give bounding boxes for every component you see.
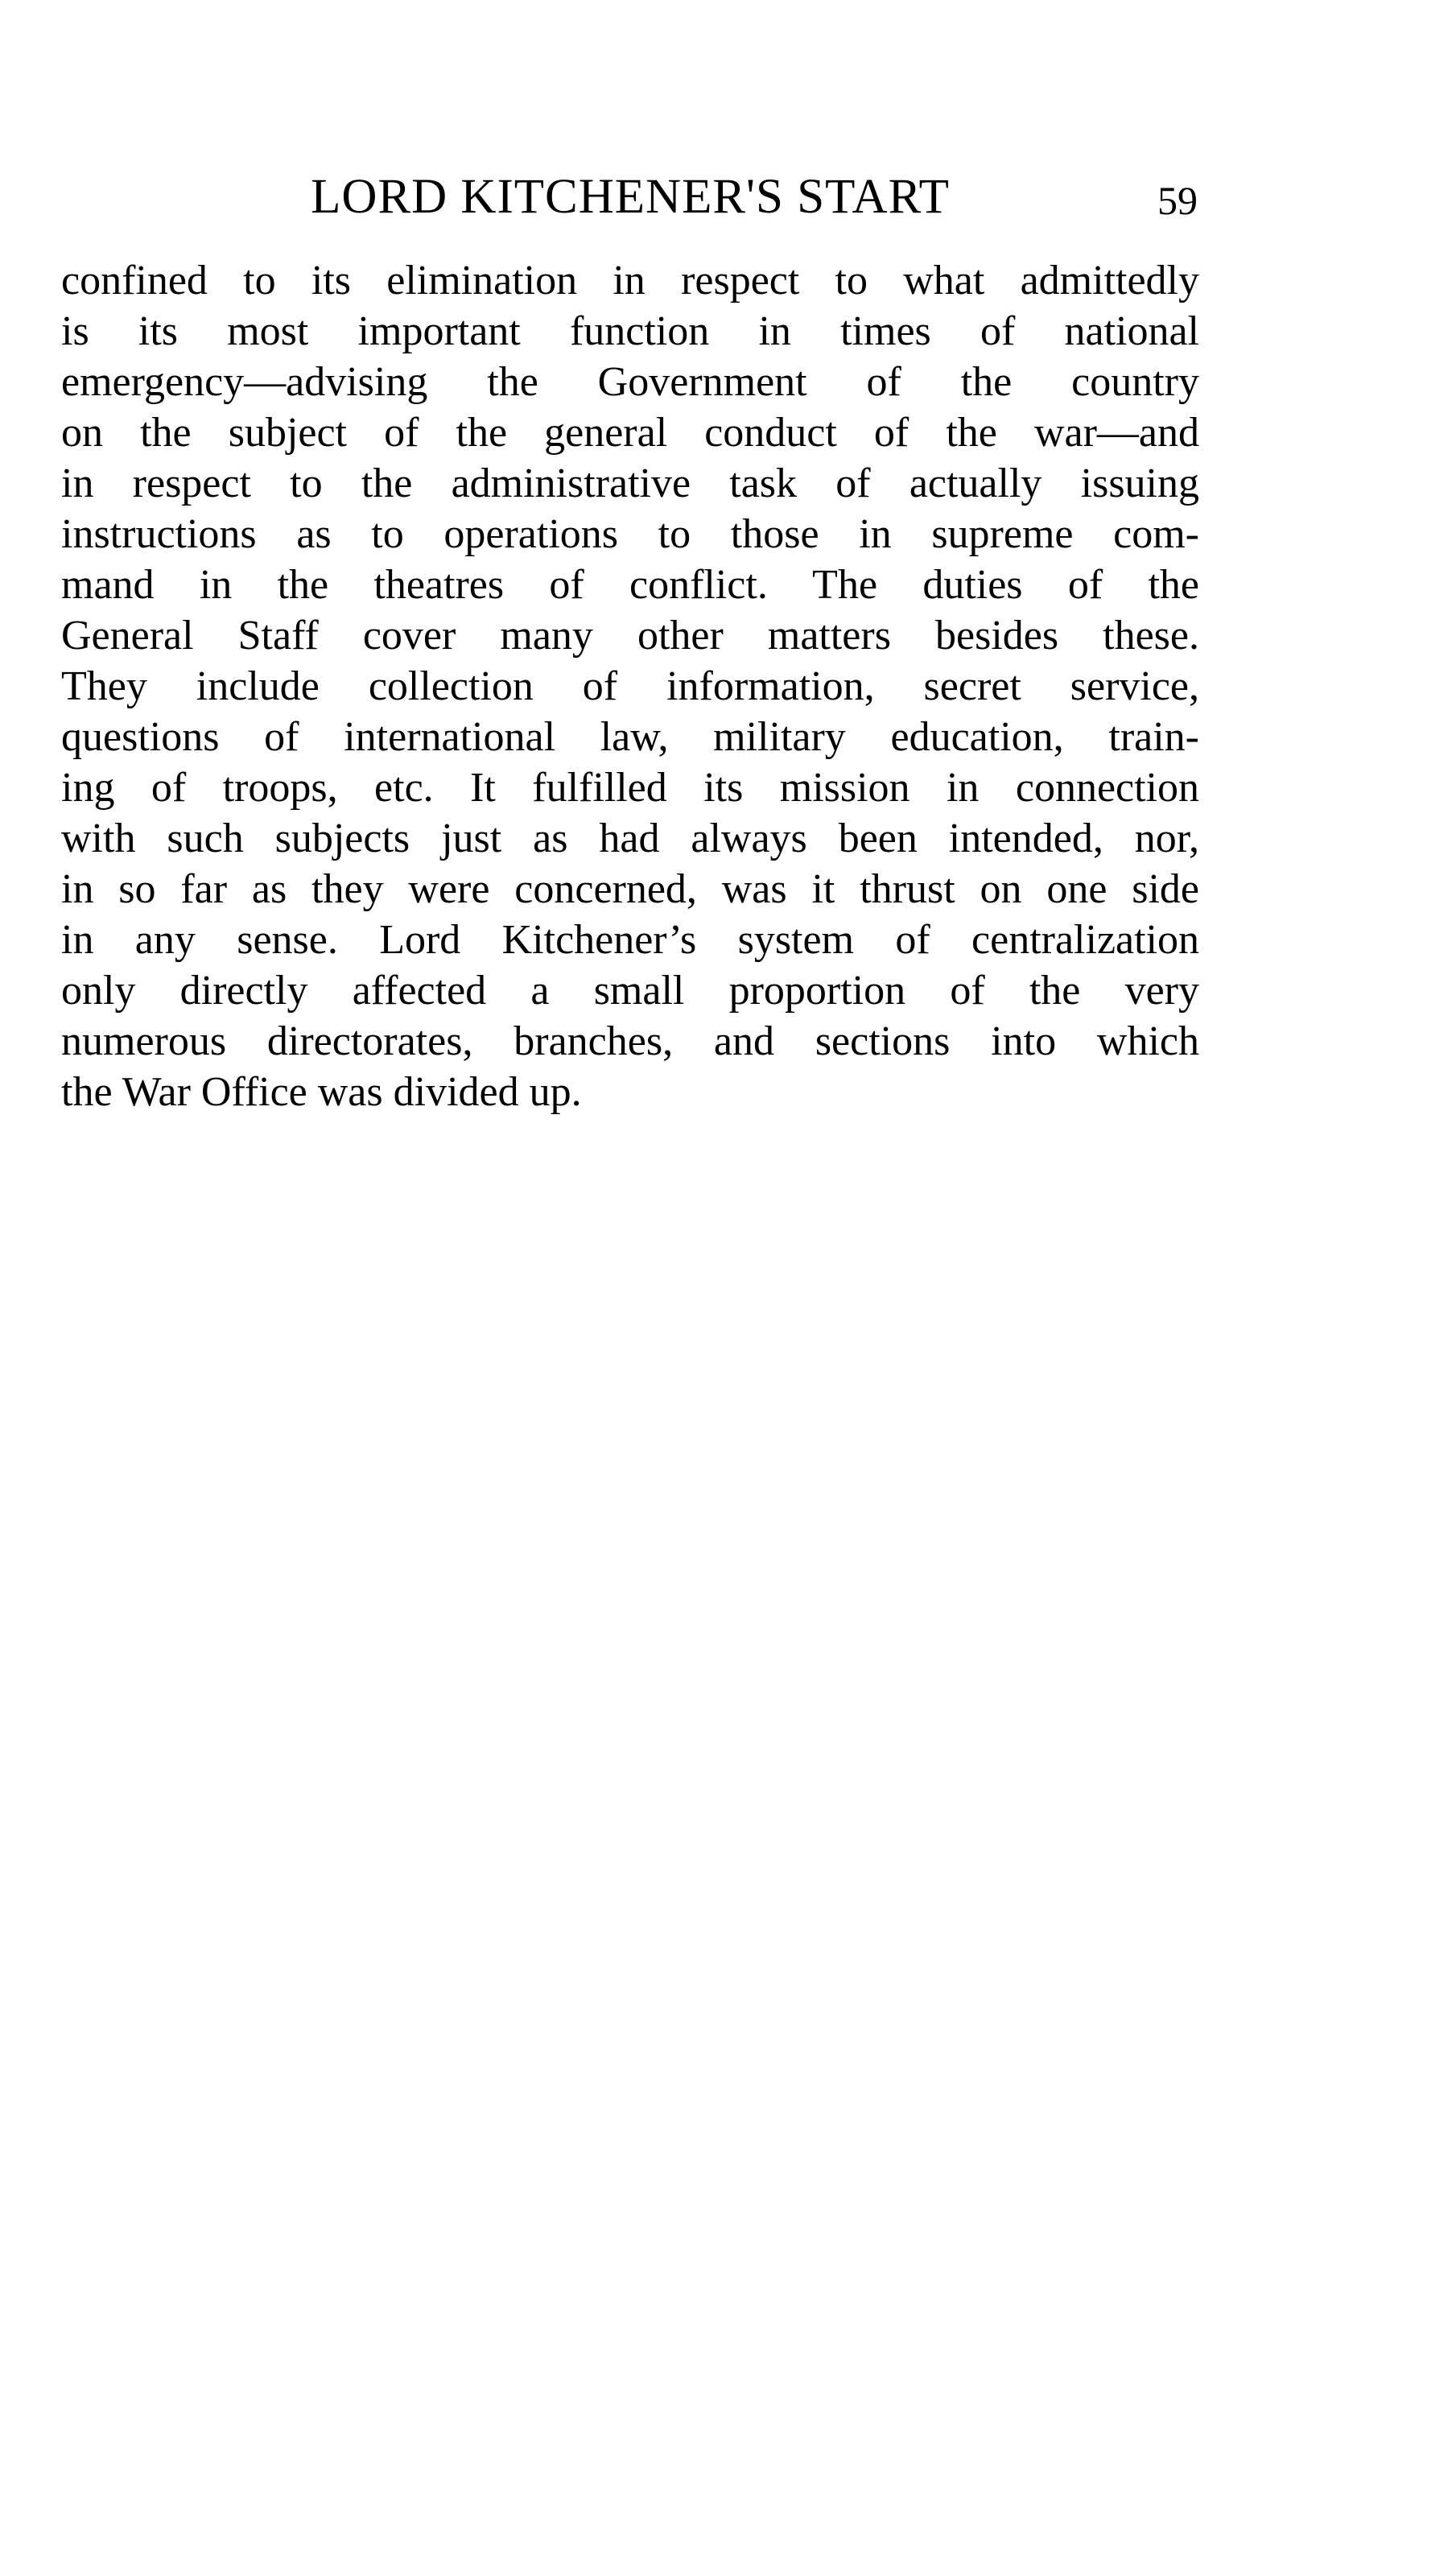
body-line: only directly affected a small proportion of the very xyxy=(61,968,1199,1014)
body-line: mand in the theatres of conflict. The duties of the xyxy=(61,562,1199,608)
page-number: 59 xyxy=(1157,178,1198,223)
page-header xyxy=(61,169,1199,225)
body-line: is its most important function in times of national xyxy=(61,308,1199,354)
body-line: emergency—advising the Government of the country xyxy=(61,359,1199,405)
body-line: on the subject of the general conduct of the war—and xyxy=(61,410,1199,456)
body-line: in any sense. Lord Kitchener’s system of centralization xyxy=(61,917,1199,963)
body-line: the War Office was divided up. xyxy=(61,1069,582,1115)
body-line: questions of international law, military education, train- xyxy=(61,714,1199,760)
body-text xyxy=(61,255,1199,1117)
body-line: with such subjects just as had always been intended, nor, xyxy=(61,816,1199,861)
body-line: in respect to the administrative task of actually issuing xyxy=(61,460,1199,506)
body-line: instructions as to operations to those in supreme com- xyxy=(61,511,1199,557)
body-line: in so far as they were concerned, was it thrust on one side xyxy=(61,866,1199,912)
body-line: General Staff cover many other matters besides these. xyxy=(61,613,1199,659)
body-line: numerous directorates, branches, and sections into which xyxy=(61,1018,1199,1064)
running-title: LORD KITCHENER'S START xyxy=(311,170,950,224)
body-line: They include collection of information, secret service, xyxy=(61,663,1199,709)
body-line: confined to its elimination in respect to what admittedly xyxy=(61,258,1199,304)
body-line: ing of troops, etc. It fulfilled its mission in connection xyxy=(61,765,1199,811)
